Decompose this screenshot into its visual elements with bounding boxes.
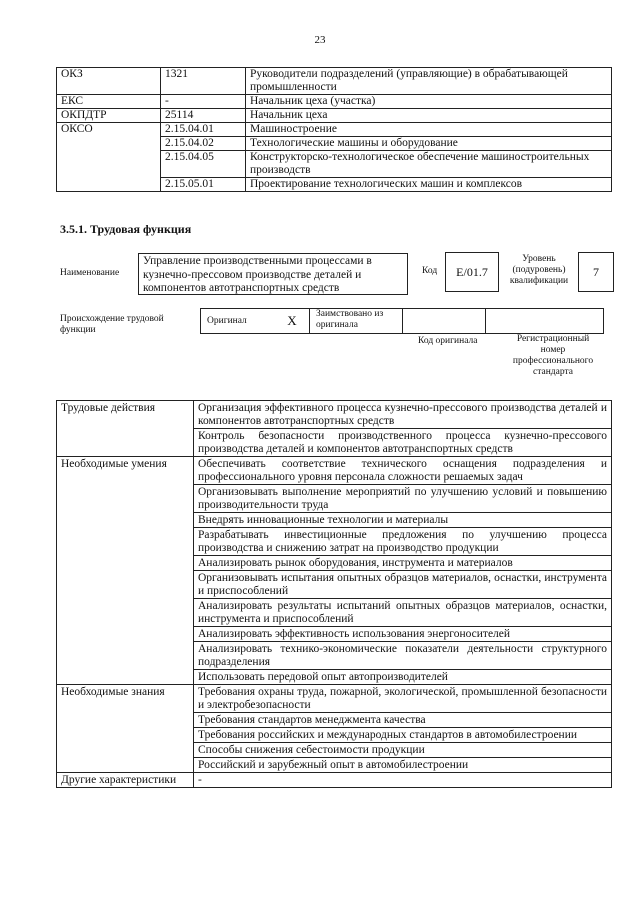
section-item: Способы снижения себестоимости продукции xyxy=(194,743,612,758)
section-item: Использовать передовой опыт автопроизводителей xyxy=(194,670,612,685)
classification-number: 25114 xyxy=(161,109,246,123)
section-item: Контроль безопасности производственного процесса кузнечно-прессового производства деталей и компонентов автотранспортных средств xyxy=(194,429,612,457)
classification-row xyxy=(57,109,612,123)
classification-name: Начальник цеха (участка) xyxy=(246,95,612,109)
classification-name: Руководители подразделений (управляющие) в обрабатывающей промышленности xyxy=(246,68,612,95)
classification-code: ОКПДТР xyxy=(57,109,161,123)
section-item: Организация эффективного процесса кузнечно-прессового производства деталей и компонентов автотранспортных средств xyxy=(194,401,612,429)
classification-table xyxy=(56,67,612,192)
classification-row xyxy=(57,68,612,95)
classification-name: Машиностроение xyxy=(246,123,612,137)
origin-original-mark: X xyxy=(275,309,310,334)
origin-original-label: Оригинал xyxy=(201,309,276,334)
classification-name: Проектирование технологических машин и комплексов xyxy=(246,178,612,192)
section-header: Другие характеристики xyxy=(57,773,194,788)
function-code-label: Код xyxy=(422,266,438,276)
qualification-level: 7 xyxy=(578,252,614,292)
classification-row xyxy=(57,123,612,137)
qualification-level-label: Уровень (подуровень) квалификации xyxy=(509,254,569,286)
classification-name: Начальник цеха xyxy=(246,109,612,123)
classification-number: - xyxy=(161,95,246,109)
section-item: Российский и зарубежный опыт в автомобилестроении xyxy=(194,758,612,773)
section-item: Анализировать технико-экономические показатели деятельности структурного подразделения xyxy=(194,642,612,670)
labor-function-row xyxy=(57,401,612,429)
section-item: Разрабатывать инвестиционные предложения по улучшению процесса производства и снижению затрат на производство продукции xyxy=(194,528,612,556)
function-name-label: Наименование xyxy=(60,268,120,278)
classification-name: Технологические машины и оборудование xyxy=(246,137,612,151)
origin-borrowed-label: Заимствовано из оригинала xyxy=(310,309,403,334)
classification-number: 2.15.04.01 xyxy=(161,123,246,137)
origin-code-cell xyxy=(403,309,486,334)
section-item: Анализировать результаты испытаний опытных образцов материалов, оснастки, инструмента и приспособлений xyxy=(194,599,612,627)
classification-number: 1321 xyxy=(161,68,246,95)
classification-row xyxy=(57,95,612,109)
classification-code: ОКСО xyxy=(57,123,161,192)
section-item: - xyxy=(194,773,612,788)
classification-number: 2.15.04.02 xyxy=(161,137,246,151)
section-item: Организовывать выполнение мероприятий по улучшению условий и повышению производительности труда xyxy=(194,485,612,513)
labor-function-table xyxy=(56,400,612,788)
section-header: Трудовые действия xyxy=(57,401,194,457)
origin-label: Происхождение трудовой функции xyxy=(60,314,164,335)
section-header: Необходимые умения xyxy=(57,457,194,685)
section-item: Требования стандартов менеджмента качества xyxy=(194,713,612,728)
origin-table xyxy=(200,308,604,334)
section-item: Требования российских и международных стандартов в автомобилестроении xyxy=(194,728,612,743)
section-item: Анализировать эффективность использования энергоносителей xyxy=(194,627,612,642)
classification-number: 2.15.05.01 xyxy=(161,178,246,192)
section-title: 3.5.1. Трудовая функция xyxy=(60,222,192,236)
section-header: Необходимые знания xyxy=(57,685,194,773)
section-item: Требования охраны труда, пожарной, экологической, промышленной безопасности и электробезопасности xyxy=(194,685,612,713)
section-item: Организовывать испытания опытных образцов материалов, оснастки, инструмента и приспособлений xyxy=(194,571,612,599)
classification-name: Конструкторско-технологическое обеспечение машиностроительных производств xyxy=(246,151,612,178)
function-name: Управление производственными процессами в кузнечно-прессовом производстве деталей и компонентов автотранспортных средств xyxy=(138,253,408,295)
classification-number: 2.15.04.05 xyxy=(161,151,246,178)
function-code: E/01.7 xyxy=(445,252,499,292)
section-item: Внедрять инновационные технологии и материалы xyxy=(194,513,612,528)
section-item: Анализировать рынок оборудования, инструмента и материалов xyxy=(194,556,612,571)
origin-reg-cell xyxy=(486,309,604,334)
section-item: Обеспечивать соответствие технического оснащения подразделения и профессионального уровня персонала сложности решаемых задач xyxy=(194,457,612,485)
labor-function-row xyxy=(57,457,612,485)
page-number: 23 xyxy=(314,34,326,46)
code-original-caption: Код оригинала xyxy=(418,336,478,346)
classification-code: ОКЗ xyxy=(57,68,161,95)
classification-code: ЕКС xyxy=(57,95,161,109)
labor-function-row xyxy=(57,773,612,788)
labor-function-row xyxy=(57,685,612,713)
reg-number-caption: Регистрационный номер профессионального стандарта xyxy=(512,334,594,377)
